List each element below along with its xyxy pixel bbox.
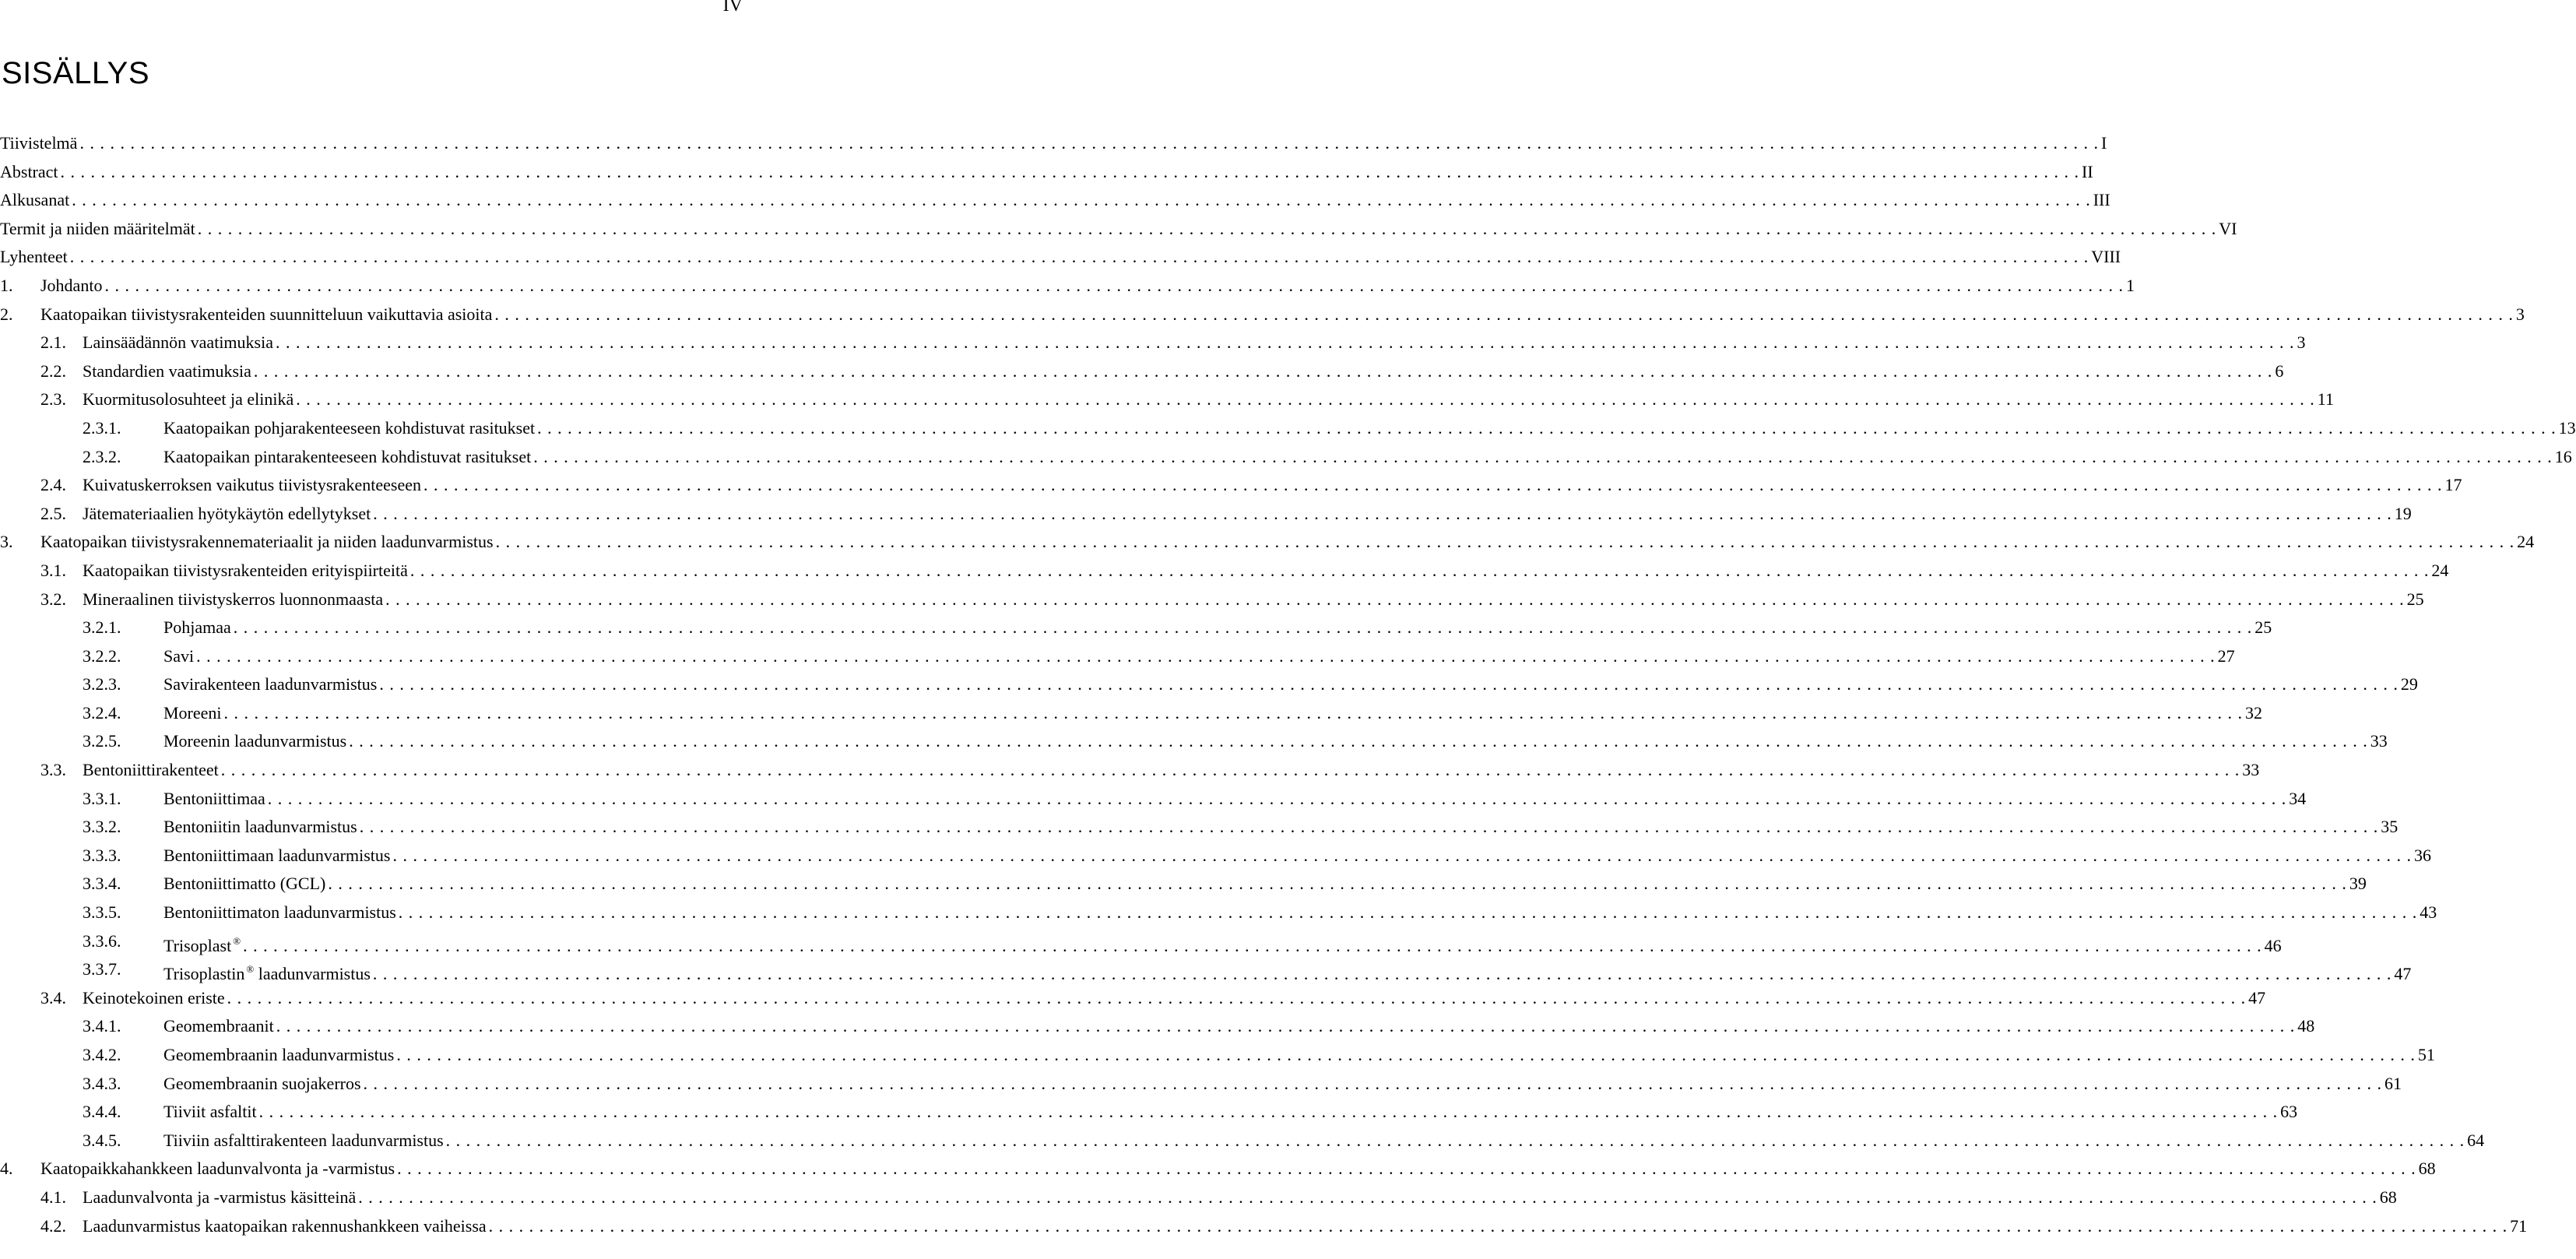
- toc-entry-title: Kuivatuskerroksen vaikutus tiivistysrakenteeseen: [83, 475, 422, 495]
- toc-entry-title: Tiivistelmä: [0, 133, 78, 153]
- toc-entry[interactable]: [0, 984, 2266, 1013]
- dot-leader: . . . . . . . . . . . . . . . . . . . . . . . . . . . . . . . . . . . . . . . . . . . . . . . . . . . . . . . . . . . . . . . . . . . . . . . . . . . . . . . . . . . . . . . . . . . . . . . . . . . . . . . . . . . . . . . . . . . . . . . . . . . . . . . . . . . . . . . . . . . . . . . . . . . . . . . . . . . . . . . . . . . . . . . . . . . . . . . . . . . . . . . . . . . . . . . . . . . . . . . .: [396, 1045, 2416, 1064]
- dot-leader: . . . . . . . . . . . . . . . . . . . . . . . . . . . . . . . . . . . . . . . . . . . . . . . . . . . . . . . . . . . . . . . . . . . . . . . . . . . . . . . . . . . . . . . . . . . . . . . . . . . . . . . . . . . . . . . . . . . . . . . . . . . . . . . . . . . . . . . . . . . . . . . . . . . . . . . . . . . . . . . . . . . . . . . . . . . . . . . . . . . . . . . . . . . . . . . . . . . . . . . .: [349, 731, 2368, 751]
- toc-entry-number: 3.1.: [40, 560, 66, 580]
- toc-entry-page: 36: [2412, 842, 2431, 870]
- toc-entry-page: 32: [2243, 699, 2262, 728]
- toc-entry[interactable]: [0, 357, 2284, 386]
- toc-entry[interactable]: [0, 1098, 2298, 1127]
- toc-entry-page: 16: [2553, 443, 2572, 472]
- toc-entry-number: 2.5.: [40, 503, 66, 523]
- toc-entry-page: 29: [2399, 670, 2418, 699]
- toc-entry-number: 3.4.1.: [83, 1016, 121, 1036]
- toc-entry-page: 27: [2216, 642, 2235, 671]
- dot-leader: . . . . . . . . . . . . . . . . . . . . . . . . . . . . . . . . . . . . . . . . . . . . . . . . . . . . . . . . . . . . . . . . . . . . . . . . . . . . . . . . . . . . . . . . . . . . . . . . . . . . . . . . . . . . . . . . . . . . . . . . . . . . . . . . . . . . . . . . . . . . . . . . . . . . . . . . . . . . . . . . . . . . . . . . . . . . . . . . . . . . . . . . . . . . . . . . . . . . . . . .: [397, 1159, 2416, 1179]
- toc-entry-page: 43: [2417, 899, 2437, 927]
- toc-entry-title: Jätemateriaalien hyötykäytön edellytykset: [83, 503, 371, 523]
- toc-entry-title: Mineraalinen tiivistyskerros luonnonmaasta: [83, 589, 384, 609]
- toc-entry-page: 1: [2124, 272, 2135, 301]
- dot-leader: . . . . . . . . . . . . . . . . . . . . . . . . . . . . . . . . . . . . . . . . . . . . . . . . . . . . . . . . . . . . . . . . . . . . . . . . . . . . . . . . . . . . . . . . . . . . . . . . . . . . . . . . . . . . . . . . . . . . . . . . . . . . . . . . . . . . . . . . . . . . . . . . . . . . . . . . . . . . . . . . . . . . . . . . . . . . . . . . . . . . . . . . . . . . . . . . . . . . . . . .: [488, 1215, 2508, 1236]
- toc-entry[interactable]: [0, 557, 2449, 586]
- toc-entry[interactable]: [0, 1127, 2485, 1155]
- toc-entry-title: Kaatopaikan tiivistysrakennemateriaalit ja niiden laadunvarmistus: [40, 532, 494, 552]
- toc-entry-title: Savirakenteen laadunvarmistus: [163, 674, 378, 695]
- toc-entry-title-suffix: laadunvarmistus: [254, 964, 371, 984]
- registered-trademark-symbol: ®: [233, 934, 241, 947]
- toc-entry[interactable]: [0, 699, 2263, 728]
- toc-entry-page: 25: [2252, 614, 2272, 642]
- toc-entry-title: Moreenin laadunvarmistus: [163, 731, 347, 751]
- dot-leader: . . . . . . . . . . . . . . . . . . . . . . . . . . . . . . . . . . . . . . . . . . . . . . . . . . . . . . . . . . . . . . . . . . . . . . . . . . . . . . . . . . . . . . . . . . . . . . . . . . . . . . . . . . . . . . . . . . . . . . . . . . . . . . . . . . . . . . . . . . . . . . . . . . . . . . . . . . . . . . . . . . . . . . . . . . . . . . . . . . . . . . . . . . . . . . . . . . . . . . . .: [385, 589, 2405, 609]
- toc-entry-number: 4.1.: [40, 1187, 66, 1207]
- toc-entry-number: 3.3.7.: [83, 959, 121, 979]
- toc-entry-number: 2.3.2.: [83, 446, 121, 466]
- toc-entry[interactable]: [0, 756, 2260, 785]
- table-of-contents: [0, 129, 2576, 1240]
- toc-entry[interactable]: [0, 272, 2135, 301]
- toc-entry[interactable]: [0, 785, 2307, 814]
- dot-leader: . . . . . . . . . . . . . . . . . . . . . . . . . . . . . . . . . . . . . . . . . . . . . . . . . . . . . . . . . . . . . . . . . . . . . . . . . . . . . . . . . . . . . . . . . . . . . . . . . . . . . . . . . . . . . . . . . . . . . . . . . . . . . . . . . . . . . . . . . . . . . . . . . . . . . . . . . . . . . . . . . . . . . . . . . . . . . . . . . . . . . . . . . . . . . . . . . . . . . . . .: [223, 702, 2244, 723]
- toc-entry[interactable]: [0, 243, 2121, 272]
- dot-leader: . . . . . . . . . . . . . . . . . . . . . . . . . . . . . . . . . . . . . . . . . . . . . . . . . . . . . . . . . . . . . . . . . . . . . . . . . . . . . . . . . . . . . . . . . . . . . . . . . . . . . . . . . . . . . . . . . . . . . . . . . . . . . . . . . . . . . . . . . . . . . . . . . . . . . . . . . . . . . . . . . . . . . . . . . . . . . . . . . . . . . . . . . . . . . . . . . . . . . . . .: [533, 446, 2553, 466]
- toc-entry-title: Abstract: [0, 161, 58, 181]
- toc-entry[interactable]: [0, 1012, 2315, 1041]
- toc-entry-title: Keinotekoinen eriste: [83, 987, 225, 1008]
- dot-leader: . . . . . . . . . . . . . . . . . . . . . . . . . . . . . . . . . . . . . . . . . . . . . . . . . . . . . . . . . . . . . . . . . . . . . . . . . . . . . . . . . . . . . . . . . . . . . . . . . . . . . . . . . . . . . . . . . . . . . . . . . . . . . . . . . . . . . . . . . . . . . . . . . . . . . . . . . . . . . . . . . . . . . . . . . . . . . . . . . . . . . . . . . . . . . . . . . . . . . . . .: [196, 645, 2216, 666]
- dot-leader: . . . . . . . . . . . . . . . . . . . . . . . . . . . . . . . . . . . . . . . . . . . . . . . . . . . . . . . . . . . . . . . . . . . . . . . . . . . . . . . . . . . . . . . . . . . . . . . . . . . . . . . . . . . . . . . . . . . . . . . . . . . . . . . . . . . . . . . . . . . . . . . . . . . . . . . . . . . . . . . . . . . . . . . . . . . . . . . . . . . . . . . . . . . . . . . . . . . . . . . .: [104, 275, 2124, 295]
- toc-entry[interactable]: [0, 955, 2412, 984]
- toc-entry-title: Kaatopaikan tiivistysrakenteiden erityispiirteitä: [83, 560, 408, 580]
- toc-entry-number: 1.: [0, 275, 13, 295]
- dot-leader: . . . . . . . . . . . . . . . . . . . . . . . . . . . . . . . . . . . . . . . . . . . . . . . . . . . . . . . . . . . . . . . . . . . . . . . . . . . . . . . . . . . . . . . . . . . . . . . . . . . . . . . . . . . . . . . . . . . . . . . . . . . . . . . . . . . . . . . . . . . . . . . . . . . . . . . . . . . . . . . . . . . . . . . . . . . . . . . . . . . . . . . . . . . . . . . . . . . . . . . .: [296, 389, 2315, 410]
- toc-entry[interactable]: [0, 899, 2437, 927]
- toc-entry-number: 4.: [0, 1159, 13, 1179]
- toc-entry[interactable]: [0, 158, 2093, 187]
- dot-leader: . . . . . . . . . . . . . . . . . . . . . . . . . . . . . . . . . . . . . . . . . . . . . . . . . . . . . . . . . . . . . . . . . . . . . . . . . . . . . . . . . . . . . . . . . . . . . . . . . . . . . . . . . . . . . . . . . . . . . . . . . . . . . . . . . . . . . . . . . . . . . . . . . . . . . . . . . . . . . . . . . . . . . . . . . . . . . . . . . . . . . . . . . . . . . . . . . . . . . . . .: [392, 845, 2412, 865]
- toc-entry-title: Savi: [163, 645, 195, 666]
- dot-leader: . . . . . . . . . . . . . . . . . . . . . . . . . . . . . . . . . . . . . . . . . . . . . . . . . . . . . . . . . . . . . . . . . . . . . . . . . . . . . . . . . . . . . . . . . . . . . . . . . . . . . . . . . . . . . . . . . . . . . . . . . . . . . . . . . . . . . . . . . . . . . . . . . . . . . . . . . . . . . . . . . . . . . . . . . . . . . . . . . . . . . . . . . . . . . . . . . . . . . . . .: [363, 1073, 2383, 1093]
- toc-entry[interactable]: [0, 215, 2237, 244]
- toc-entry[interactable]: [0, 1041, 2435, 1070]
- dot-leader: . . . . . . . . . . . . . . . . . . . . . . . . . . . . . . . . . . . . . . . . . . . . . . . . . . . . . . . . . . . . . . . . . . . . . . . . . . . . . . . . . . . . . . . . . . . . . . . . . . . . . . . . . . . . . . . . . . . . . . . . . . . . . . . . . . . . . . . . . . . . . . . . . . . . . . . . . . . . . . . . . . . . . . . . . . . . . . . . . . . . . . . . . . . . . . . . . . . . . . . .: [72, 190, 2091, 210]
- toc-entry[interactable]: [0, 642, 2235, 671]
- toc-entry-page: VIII: [2089, 243, 2121, 272]
- toc-entry-title: Kaatopaikan pintarakenteeseen kohdistuvat rasitukset: [163, 446, 532, 466]
- toc-entry-title: Bentoniittimaa: [163, 788, 265, 808]
- toc-entry-page: 64: [2465, 1127, 2484, 1155]
- toc-entry[interactable]: [0, 385, 2334, 414]
- toc-entry-number: 3.2.3.: [83, 674, 121, 695]
- toc-entry-title: Kaatopaikan pohjarakenteeseen kohdistuvat rasitukset: [163, 417, 536, 438]
- toc-entry-title: Laadunvarmistus kaatopaikan rakennushankkeen vaiheissa: [83, 1215, 487, 1236]
- dot-leader: . . . . . . . . . . . . . . . . . . . . . . . . . . . . . . . . . . . . . . . . . . . . . . . . . . . . . . . . . . . . . . . . . . . . . . . . . . . . . . . . . . . . . . . . . . . . . . . . . . . . . . . . . . . . . . . . . . . . . . . . . . . . . . . . . . . . . . . . . . . . . . . . . . . . . . . . . . . . . . . . . . . . . . . . . . . . . . . . . . . . . . . . . . . . . . . . . . . . . . . .: [258, 1102, 2279, 1122]
- toc-entry-title: Moreeni: [163, 702, 222, 723]
- toc-entry[interactable]: [0, 301, 2525, 329]
- toc-entry-page: 33: [2240, 756, 2259, 785]
- dot-leader: . . . . . . . . . . . . . . . . . . . . . . . . . . . . . . . . . . . . . . . . . . . . . . . . . . . . . . . . . . . . . . . . . . . . . . . . . . . . . . . . . . . . . . . . . . . . . . . . . . . . . . . . . . . . . . . . . . . . . . . . . . . . . . . . . . . . . . . . . . . . . . . . . . . . . . . . . . . . . . . . . . . . . . . . . . . . . . . . . . . . . . . . . . . . . . . . . . . . . . . .: [495, 532, 2515, 552]
- toc-entry-page: 24: [2514, 528, 2534, 557]
- dot-leader: . . . . . . . . . . . . . . . . . . . . . . . . . . . . . . . . . . . . . . . . . . . . . . . . . . . . . . . . . . . . . . . . . . . . . . . . . . . . . . . . . . . . . . . . . . . . . . . . . . . . . . . . . . . . . . . . . . . . . . . . . . . . . . . . . . . . . . . . . . . . . . . . . . . . . . . . . . . . . . . . . . . . . . . . . . . . . . . . . . . . . . . . . . . . . . . . . . . . . . . .: [220, 760, 2240, 780]
- toc-entry-page: 47: [2391, 960, 2411, 989]
- toc-entry-title: Standardien vaatimuksia: [83, 360, 251, 381]
- toc-entry[interactable]: [0, 329, 2306, 357]
- toc-entry[interactable]: [0, 813, 2399, 842]
- toc-entry-page: 33: [2368, 727, 2388, 756]
- toc-entry[interactable]: [0, 414, 2576, 443]
- toc-entry-number: 3.2.2.: [83, 645, 121, 666]
- toc-entry-number: 3.4.2.: [83, 1045, 121, 1064]
- toc-entry-number: 3.3.3.: [83, 845, 121, 865]
- dot-leader: . . . . . . . . . . . . . . . . . . . . . . . . . . . . . . . . . . . . . . . . . . . . . . . . . . . . . . . . . . . . . . . . . . . . . . . . . . . . . . . . . . . . . . . . . . . . . . . . . . . . . . . . . . . . . . . . . . . . . . . . . . . . . . . . . . . . . . . . . . . . . . . . . . . . . . . . . . . . . . . . . . . . . . . . . . . . . . . . . . . . . . . . . . . . . . . . . . . . . . . .: [197, 218, 2217, 238]
- toc-entry[interactable]: [0, 1070, 2402, 1099]
- toc-entry[interactable]: [0, 727, 2388, 756]
- page-title: SISÄLLYS: [2, 56, 150, 90]
- toc-entry-title: Tiiviit asfaltit: [163, 1102, 257, 1122]
- toc-entry-page: 19: [2392, 500, 2412, 529]
- toc-entry[interactable]: [0, 1212, 2528, 1241]
- page-number: IV: [722, 0, 743, 16]
- toc-entry-number: 2.: [0, 304, 13, 324]
- dot-leader: . . . . . . . . . . . . . . . . . . . . . . . . . . . . . . . . . . . . . . . . . . . . . . . . . . . . . . . . . . . . . . . . . . . . . . . . . . . . . . . . . . . . . . . . . . . . . . . . . . . . . . . . . . . . . . . . . . . . . . . . . . . . . . . . . . . . . . . . . . . . . . . . . . . . . . . . . . . . . . . . . . . . . . . . . . . . . . . . . . . . . . . . . . . . . . . . . . . . . . . .: [276, 1016, 2296, 1036]
- toc-entry-page: 68: [2416, 1155, 2436, 1183]
- toc-entry-number: 3.3.6.: [83, 930, 121, 951]
- toc-entry-number: 3.3.4.: [83, 874, 121, 894]
- dot-leader: . . . . . . . . . . . . . . . . . . . . . . . . . . . . . . . . . . . . . . . . . . . . . . . . . . . . . . . . . . . . . . . . . . . . . . . . . . . . . . . . . . . . . . . . . . . . . . . . . . . . . . . . . . . . . . . . . . . . . . . . . . . . . . . . . . . . . . . . . . . . . . . . . . . . . . . . . . . . . . . . . . . . . . . . . . . . . . . . . . . . . . . . . . . . . . . . . . . . . . . .: [445, 1130, 2465, 1150]
- toc-entry-number: 3.2.: [40, 589, 66, 609]
- toc-entry-page: 25: [2405, 586, 2424, 614]
- toc-entry[interactable]: [0, 1183, 2397, 1212]
- toc-entry-page: 71: [2507, 1212, 2527, 1241]
- toc-entry-number: 3.3.: [40, 760, 66, 780]
- toc-entry-page: II: [2079, 158, 2093, 187]
- dot-leader: . . . . . . . . . . . . . . . . . . . . . . . . . . . . . . . . . . . . . . . . . . . . . . . . . . . . . . . . . . . . . . . . . . . . . . . . . . . . . . . . . . . . . . . . . . . . . . . . . . . . . . . . . . . . . . . . . . . . . . . . . . . . . . . . . . . . . . . . . . . . . . . . . . . . . . . . . . . . . . . . . . . . . . . . . . . . . . . . . . . . . . . . . . . . . . . . . . . . . . . .: [69, 247, 2089, 267]
- toc-entry-page: III: [2091, 186, 2110, 215]
- toc-entry-number: 3.4.5.: [83, 1130, 121, 1150]
- dot-leader: . . . . . . . . . . . . . . . . . . . . . . . . . . . . . . . . . . . . . . . . . . . . . . . . . . . . . . . . . . . . . . . . . . . . . . . . . . . . . . . . . . . . . . . . . . . . . . . . . . . . . . . . . . . . . . . . . . . . . . . . . . . . . . . . . . . . . . . . . . . . . . . . . . . . . . . . . . . . . . . . . . . . . . . . . . . . . . . . . . . . . . . . . . . . . . . . . . . . . . . .: [379, 674, 2399, 695]
- toc-entry-title: Bentoniittimatto (GCL): [163, 874, 326, 894]
- toc-entry[interactable]: [0, 870, 2367, 899]
- toc-entry-page: 11: [2315, 385, 2334, 414]
- registered-trademark-symbol: ®: [246, 963, 255, 976]
- toc-entry-number: 3.2.1.: [83, 617, 121, 638]
- toc-entry-number: 3.3.5.: [83, 902, 121, 923]
- dot-leader: . . . . . . . . . . . . . . . . . . . . . . . . . . . . . . . . . . . . . . . . . . . . . . . . . . . . . . . . . . . . . . . . . . . . . . . . . . . . . . . . . . . . . . . . . . . . . . . . . . . . . . . . . . . . . . . . . . . . . . . . . . . . . . . . . . . . . . . . . . . . . . . . . . . . . . . . . . . . . . . . . . . . . . . . . . . . . . . . . . . . . . . . . . . . . . . . . . . . . . . .: [359, 817, 2379, 837]
- dot-leader: . . . . . . . . . . . . . . . . . . . . . . . . . . . . . . . . . . . . . . . . . . . . . . . . . . . . . . . . . . . . . . . . . . . . . . . . . . . . . . . . . . . . . . . . . . . . . . . . . . . . . . . . . . . . . . . . . . . . . . . . . . . . . . . . . . . . . . . . . . . . . . . . . . . . . . . . . . . . . . . . . . . . . . . . . . . . . . . . . . . . . . . . . . . . . . . . . . . . . . . .: [243, 935, 2262, 955]
- toc-entry-title: Trisoplastin: [163, 964, 245, 984]
- toc-entry-page: I: [2099, 129, 2107, 158]
- toc-entry[interactable]: [0, 842, 2431, 870]
- toc-entry-page: 35: [2378, 813, 2398, 842]
- dot-leader: . . . . . . . . . . . . . . . . . . . . . . . . . . . . . . . . . . . . . . . . . . . . . . . . . . . . . . . . . . . . . . . . . . . . . . . . . . . . . . . . . . . . . . . . . . . . . . . . . . . . . . . . . . . . . . . . . . . . . . . . . . . . . . . . . . . . . . . . . . . . . . . . . . . . . . . . . . . . . . . . . . . . . . . . . . . . . . . . . . . . . . . . . . . . . . . . . . . . . . . .: [373, 503, 2392, 523]
- toc-entry-title: Laadunvalvonta ja -varmistus käsitteinä: [83, 1187, 357, 1207]
- toc-entry[interactable]: [0, 1155, 2436, 1183]
- toc-entry-number: 3.3.2.: [83, 817, 121, 837]
- toc-entry-number: 3.4.4.: [83, 1102, 121, 1122]
- toc-entry-title: Bentoniittimaan laadunvarmistus: [163, 845, 391, 865]
- toc-entry-title: Bentoniittirakenteet: [83, 760, 219, 780]
- toc-entry-number: 3.4.3.: [83, 1073, 121, 1093]
- toc-entry-page: 24: [2429, 557, 2448, 586]
- dot-leader: . . . . . . . . . . . . . . . . . . . . . . . . . . . . . . . . . . . . . . . . . . . . . . . . . . . . . . . . . . . . . . . . . . . . . . . . . . . . . . . . . . . . . . . . . . . . . . . . . . . . . . . . . . . . . . . . . . . . . . . . . . . . . . . . . . . . . . . . . . . . . . . . . . . . . . . . . . . . . . . . . . . . . . . . . . . . . . . . . . . . . . . . . . . . . . . . . . . . . . . .: [275, 332, 2295, 353]
- toc-entry-page: 61: [2382, 1070, 2402, 1099]
- toc-entry-page: 17: [2443, 471, 2462, 500]
- toc-entry-number: 3.2.5.: [83, 731, 121, 751]
- toc-entry-number: 2.2.: [40, 360, 66, 381]
- toc-entry-title: Trisoplast: [163, 935, 232, 955]
- toc-entry-title: Termit ja niiden määritelmät: [0, 218, 195, 238]
- toc-entry-number: 3.2.4.: [83, 702, 121, 723]
- toc-entry[interactable]: [0, 471, 2462, 500]
- toc-entry-title: Johdanto: [40, 275, 103, 295]
- toc-entry-title: Pohjamaa: [163, 617, 231, 638]
- toc-entry[interactable]: [0, 528, 2535, 557]
- toc-entry-page: 6: [2272, 357, 2283, 386]
- toc-entry[interactable]: [0, 186, 2110, 215]
- toc-entry-title: Geomembraanin laadunvarmistus: [163, 1045, 395, 1064]
- dot-leader: . . . . . . . . . . . . . . . . . . . . . . . . . . . . . . . . . . . . . . . . . . . . . . . . . . . . . . . . . . . . . . . . . . . . . . . . . . . . . . . . . . . . . . . . . . . . . . . . . . . . . . . . . . . . . . . . . . . . . . . . . . . . . . . . . . . . . . . . . . . . . . . . . . . . . . . . . . . . . . . . . . . . . . . . . . . . . . . . . . . . . . . . . . . . . . . . . . . . . . . .: [227, 987, 2247, 1008]
- dot-leader: . . . . . . . . . . . . . . . . . . . . . . . . . . . . . . . . . . . . . . . . . . . . . . . . . . . . . . . . . . . . . . . . . . . . . . . . . . . . . . . . . . . . . . . . . . . . . . . . . . . . . . . . . . . . . . . . . . . . . . . . . . . . . . . . . . . . . . . . . . . . . . . . . . . . . . . . . . . . . . . . . . . . . . . . . . . . . . . . . . . . . . . . . . . . . . . . . . . . . . . .: [494, 304, 2514, 324]
- toc-entry-page: 3: [2294, 329, 2305, 357]
- toc-entry-title: Alkusanat: [0, 190, 70, 210]
- toc-entry-title: Bentoniitin laadunvarmistus: [163, 817, 357, 837]
- dot-leader: . . . . . . . . . . . . . . . . . . . . . . . . . . . . . . . . . . . . . . . . . . . . . . . . . . . . . . . . . . . . . . . . . . . . . . . . . . . . . . . . . . . . . . . . . . . . . . . . . . . . . . . . . . . . . . . . . . . . . . . . . . . . . . . . . . . . . . . . . . . . . . . . . . . . . . . . . . . . . . . . . . . . . . . . . . . . . . . . . . . . . . . . . . . . . . . . . . . . . . . .: [409, 560, 2430, 580]
- toc-entry-title: Tiiviin asfalttirakenteen laadunvarmistus: [163, 1130, 444, 1150]
- toc-entry-title: Geomembraanit: [163, 1016, 274, 1036]
- toc-entry-number: 3.: [0, 532, 13, 552]
- toc-entry[interactable]: [0, 129, 2107, 158]
- toc-entry-page: 34: [2286, 785, 2306, 814]
- toc-entry-title: Kuormitusolosuhteet ja elinikä: [83, 389, 294, 410]
- toc-entry-number: 2.4.: [40, 475, 66, 495]
- dot-leader: . . . . . . . . . . . . . . . . . . . . . . . . . . . . . . . . . . . . . . . . . . . . . . . . . . . . . . . . . . . . . . . . . . . . . . . . . . . . . . . . . . . . . . . . . . . . . . . . . . . . . . . . . . . . . . . . . . . . . . . . . . . . . . . . . . . . . . . . . . . . . . . . . . . . . . . . . . . . . . . . . . . . . . . . . . . . . . . . . . . . . . . . . . . . . . . . . . . . . . . .: [328, 874, 2347, 894]
- toc-entry[interactable]: [0, 586, 2424, 614]
- toc-entry-title: Lainsäädännön vaatimuksia: [83, 332, 273, 353]
- dot-leader: . . . . . . . . . . . . . . . . . . . . . . . . . . . . . . . . . . . . . . . . . . . . . . . . . . . . . . . . . . . . . . . . . . . . . . . . . . . . . . . . . . . . . . . . . . . . . . . . . . . . . . . . . . . . . . . . . . . . . . . . . . . . . . . . . . . . . . . . . . . . . . . . . . . . . . . . . . . . . . . . . . . . . . . . . . . . . . . . . . . . . . . . . . . . . . . . . . . . . . . .: [537, 417, 2557, 438]
- toc-entry-page: 39: [2347, 870, 2367, 899]
- toc-entry[interactable]: [0, 443, 2572, 472]
- toc-entry-title: Bentoniittimaton laadunvarmistus: [163, 902, 396, 923]
- toc-entry-page: 63: [2278, 1098, 2297, 1127]
- toc-entry[interactable]: [0, 670, 2418, 699]
- toc-entry-title: Kaatopaikkahankkeen laadunvalvonta ja -varmistus: [40, 1159, 395, 1179]
- toc-entry-page: VI: [2216, 215, 2237, 244]
- toc-entry-page: 46: [2262, 932, 2282, 961]
- toc-entry-number: 2.3.: [40, 389, 66, 410]
- dot-leader: . . . . . . . . . . . . . . . . . . . . . . . . . . . . . . . . . . . . . . . . . . . . . . . . . . . . . . . . . . . . . . . . . . . . . . . . . . . . . . . . . . . . . . . . . . . . . . . . . . . . . . . . . . . . . . . . . . . . . . . . . . . . . . . . . . . . . . . . . . . . . . . . . . . . . . . . . . . . . . . . . . . . . . . . . . . . . . . . . . . . . . . . . . . . . . . . . . . . . . . .: [398, 902, 2418, 923]
- toc-entry-page: 51: [2416, 1041, 2435, 1070]
- toc-entry-page: 47: [2246, 984, 2265, 1013]
- dot-leader: . . . . . . . . . . . . . . . . . . . . . . . . . . . . . . . . . . . . . . . . . . . . . . . . . . . . . . . . . . . . . . . . . . . . . . . . . . . . . . . . . . . . . . . . . . . . . . . . . . . . . . . . . . . . . . . . . . . . . . . . . . . . . . . . . . . . . . . . . . . . . . . . . . . . . . . . . . . . . . . . . . . . . . . . . . . . . . . . . . . . . . . . . . . . . . . . . . . . . . . .: [253, 360, 2273, 381]
- toc-entry-title: Geomembraanin suojakerros: [163, 1073, 361, 1093]
- toc-entry-number: 4.2.: [40, 1215, 66, 1236]
- toc-entry[interactable]: [0, 500, 2412, 529]
- toc-entry-page: 3: [2514, 301, 2525, 329]
- dot-leader: . . . . . . . . . . . . . . . . . . . . . . . . . . . . . . . . . . . . . . . . . . . . . . . . . . . . . . . . . . . . . . . . . . . . . . . . . . . . . . . . . . . . . . . . . . . . . . . . . . . . . . . . . . . . . . . . . . . . . . . . . . . . . . . . . . . . . . . . . . . . . . . . . . . . . . . . . . . . . . . . . . . . . . . . . . . . . . . . . . . . . . . . . . . . . . . . . . . . . . . .: [358, 1187, 2377, 1207]
- dot-leader: . . . . . . . . . . . . . . . . . . . . . . . . . . . . . . . . . . . . . . . . . . . . . . . . . . . . . . . . . . . . . . . . . . . . . . . . . . . . . . . . . . . . . . . . . . . . . . . . . . . . . . . . . . . . . . . . . . . . . . . . . . . . . . . . . . . . . . . . . . . . . . . . . . . . . . . . . . . . . . . . . . . . . . . . . . . . . . . . . . . . . . . . . . . . . . . . . . . . . . . .: [233, 617, 2253, 638]
- dot-leader: . . . . . . . . . . . . . . . . . . . . . . . . . . . . . . . . . . . . . . . . . . . . . . . . . . . . . . . . . . . . . . . . . . . . . . . . . . . . . . . . . . . . . . . . . . . . . . . . . . . . . . . . . . . . . . . . . . . . . . . . . . . . . . . . . . . . . . . . . . . . . . . . . . . . . . . . . . . . . . . . . . . . . . . . . . . . . . . . . . . . . . . . . . . . . . . . . . . . . . . .: [372, 964, 2392, 984]
- toc-entry-number: 3.3.1.: [83, 788, 121, 808]
- toc-entry[interactable]: [0, 614, 2272, 642]
- dot-leader: . . . . . . . . . . . . . . . . . . . . . . . . . . . . . . . . . . . . . . . . . . . . . . . . . . . . . . . . . . . . . . . . . . . . . . . . . . . . . . . . . . . . . . . . . . . . . . . . . . . . . . . . . . . . . . . . . . . . . . . . . . . . . . . . . . . . . . . . . . . . . . . . . . . . . . . . . . . . . . . . . . . . . . . . . . . . . . . . . . . . . . . . . . . . . . . . . . . . . . . .: [423, 475, 2443, 495]
- toc-entry-number: 2.3.1.: [83, 417, 121, 438]
- dot-leader: . . . . . . . . . . . . . . . . . . . . . . . . . . . . . . . . . . . . . . . . . . . . . . . . . . . . . . . . . . . . . . . . . . . . . . . . . . . . . . . . . . . . . . . . . . . . . . . . . . . . . . . . . . . . . . . . . . . . . . . . . . . . . . . . . . . . . . . . . . . . . . . . . . . . . . . . . . . . . . . . . . . . . . . . . . . . . . . . . . . . . . . . . . . . . . . . . . . . . . . .: [267, 788, 2287, 808]
- toc-entry-page: 68: [2377, 1183, 2397, 1212]
- toc-entry-title: Kaatopaikan tiivistysrakenteiden suunnitteluun vaikuttavia asioita: [40, 304, 493, 324]
- toc-entry-number: 2.1.: [40, 332, 66, 353]
- toc-entry[interactable]: [0, 927, 2282, 956]
- toc-entry-page: 48: [2295, 1012, 2314, 1041]
- toc-entry-number: 3.4.: [40, 987, 66, 1008]
- dot-leader: . . . . . . . . . . . . . . . . . . . . . . . . . . . . . . . . . . . . . . . . . . . . . . . . . . . . . . . . . . . . . . . . . . . . . . . . . . . . . . . . . . . . . . . . . . . . . . . . . . . . . . . . . . . . . . . . . . . . . . . . . . . . . . . . . . . . . . . . . . . . . . . . . . . . . . . . . . . . . . . . . . . . . . . . . . . . . . . . . . . . . . . . . . . . . . . . . . . . . . . .: [60, 161, 2080, 181]
- toc-entry-title: Lyhenteet: [0, 247, 68, 267]
- dot-leader: . . . . . . . . . . . . . . . . . . . . . . . . . . . . . . . . . . . . . . . . . . . . . . . . . . . . . . . . . . . . . . . . . . . . . . . . . . . . . . . . . . . . . . . . . . . . . . . . . . . . . . . . . . . . . . . . . . . . . . . . . . . . . . . . . . . . . . . . . . . . . . . . . . . . . . . . . . . . . . . . . . . . . . . . . . . . . . . . . . . . . . . . . . . . . . . . . . . . . . . .: [79, 133, 2099, 153]
- toc-entry-page: 13: [2557, 414, 2576, 443]
